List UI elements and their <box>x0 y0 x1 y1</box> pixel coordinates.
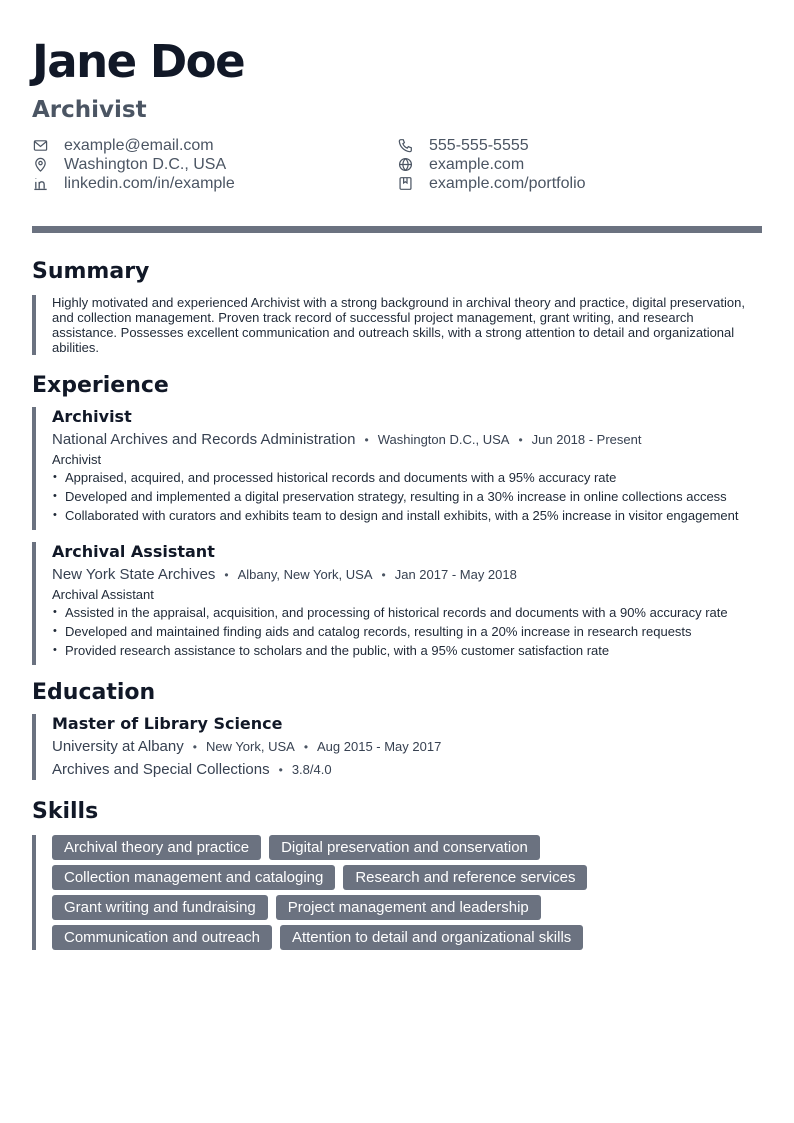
separator-dot: • <box>518 433 523 447</box>
job-location: Washington D.C., USA <box>377 432 510 447</box>
job-org: National Archives and Records Administration <box>52 431 356 448</box>
candidate-role: Archivist <box>32 97 147 123</box>
education-focus-row <box>52 760 762 780</box>
job-subtitle: Archival Assistant <box>52 587 154 602</box>
contact-website[interactable] <box>397 155 762 174</box>
map-pin-icon <box>32 157 48 173</box>
job-title: Archivist <box>52 407 132 426</box>
education-meta <box>52 737 762 757</box>
skill-chip: Collection management and cataloging <box>52 865 335 890</box>
job-bullet: • Collaborated with curators and exhibits team to design and install exhibits, with a 25% increase in visitor engagement <box>52 508 762 523</box>
job-dates: Jun 2018 - Present <box>531 432 642 447</box>
website-text: example.com <box>429 155 525 173</box>
separator-dot: • <box>303 740 309 754</box>
job-bullet: • Developed and maintained finding aids and catalog records, resulting in a 20% increase in research requests <box>52 624 762 639</box>
skill-chip: Project management and leadership <box>276 895 541 920</box>
skill-chip: Archival theory and practice <box>52 835 261 860</box>
contact-list <box>32 136 762 193</box>
job-bullets <box>52 470 762 523</box>
contact-email[interactable] <box>32 136 397 155</box>
job-entry <box>32 542 762 665</box>
header-divider <box>32 226 762 233</box>
separator-dot: • <box>381 568 386 582</box>
phone-text: 555-555-5555 <box>429 136 529 154</box>
school-name: University at Albany <box>52 738 184 755</box>
school-location: New York, USA <box>205 739 295 754</box>
education-entry <box>32 714 762 780</box>
skill-chip: Grant writing and fundraising <box>52 895 268 920</box>
location-text: Washington D.C., USA <box>64 155 227 173</box>
email-text: example@email.com <box>64 136 214 154</box>
skill-chip: Attention to detail and organizational skills <box>280 925 583 950</box>
skills-list <box>52 835 702 950</box>
job-org: New York State Archives <box>52 566 216 583</box>
experience-heading: Experience <box>32 373 169 398</box>
portfolio-text: example.com/portfolio <box>429 174 586 192</box>
job-dates: Jan 2017 - May 2018 <box>394 567 517 582</box>
skills-heading: Skills <box>32 799 99 824</box>
job-location: Albany, New York, USA <box>237 567 373 582</box>
job-meta <box>52 430 762 450</box>
skill-chip: Communication and outreach <box>52 925 272 950</box>
education-heading: Education <box>32 680 156 705</box>
contact-phone[interactable] <box>397 136 762 155</box>
summary-heading: Summary <box>32 259 150 284</box>
job-title: Archival Assistant <box>52 542 215 561</box>
separator-dot: • <box>224 568 229 582</box>
job-bullets <box>52 605 762 658</box>
skill-chip: Research and reference services <box>343 865 587 890</box>
contact-location <box>32 155 397 174</box>
linkedin-icon <box>32 176 48 192</box>
education-dates: Aug 2015 - May 2017 <box>317 739 442 754</box>
contact-linkedin[interactable] <box>32 174 397 193</box>
education-gpa: 3.8/4.0 <box>291 762 332 777</box>
portfolio-icon <box>397 176 413 192</box>
separator-dot: • <box>278 763 283 777</box>
job-bullet: • Assisted in the appraisal, acquisition, and processing of historical records and documents with a 90% accuracy rate <box>52 605 762 620</box>
job-subtitle: Archivist <box>52 452 102 467</box>
globe-icon <box>397 157 413 173</box>
skill-chip: Digital preservation and conservation <box>269 835 540 860</box>
linkedin-text: linkedin.com/in/example <box>64 174 235 192</box>
job-bullet: • Provided research assistance to scholars and the public, with a 95% customer satisfaction rate <box>52 643 762 658</box>
contact-portfolio[interactable] <box>397 174 762 193</box>
summary-text: Highly motivated and experienced Archivist with a strong background in archival theory and practice, digital preservation, and collection management. Proven track record of successful project management, grant writing, and research assistance. Possesses excellent communication and outreach skills, with a strong attention to detail and organizational abilities. <box>32 295 762 355</box>
separator-dot: • <box>192 740 197 754</box>
job-entry <box>32 407 762 530</box>
education-focus: Archives and Special Collections <box>52 761 270 778</box>
job-bullet: • Developed and implemented a digital preservation strategy, resulting in a 30% increase in online collections access <box>52 489 762 504</box>
job-bullet: • Appraised, acquired, and processed historical records and documents with a 95% accuracy rate <box>52 470 762 485</box>
resume-page <box>32 36 762 950</box>
separator-dot: • <box>364 433 369 447</box>
candidate-name: Jane Doe <box>32 35 245 88</box>
degree-title: Master of Library Science <box>52 714 283 733</box>
skills-block <box>32 835 762 950</box>
phone-icon <box>397 138 413 154</box>
mail-icon <box>32 138 48 154</box>
job-meta <box>52 565 762 585</box>
